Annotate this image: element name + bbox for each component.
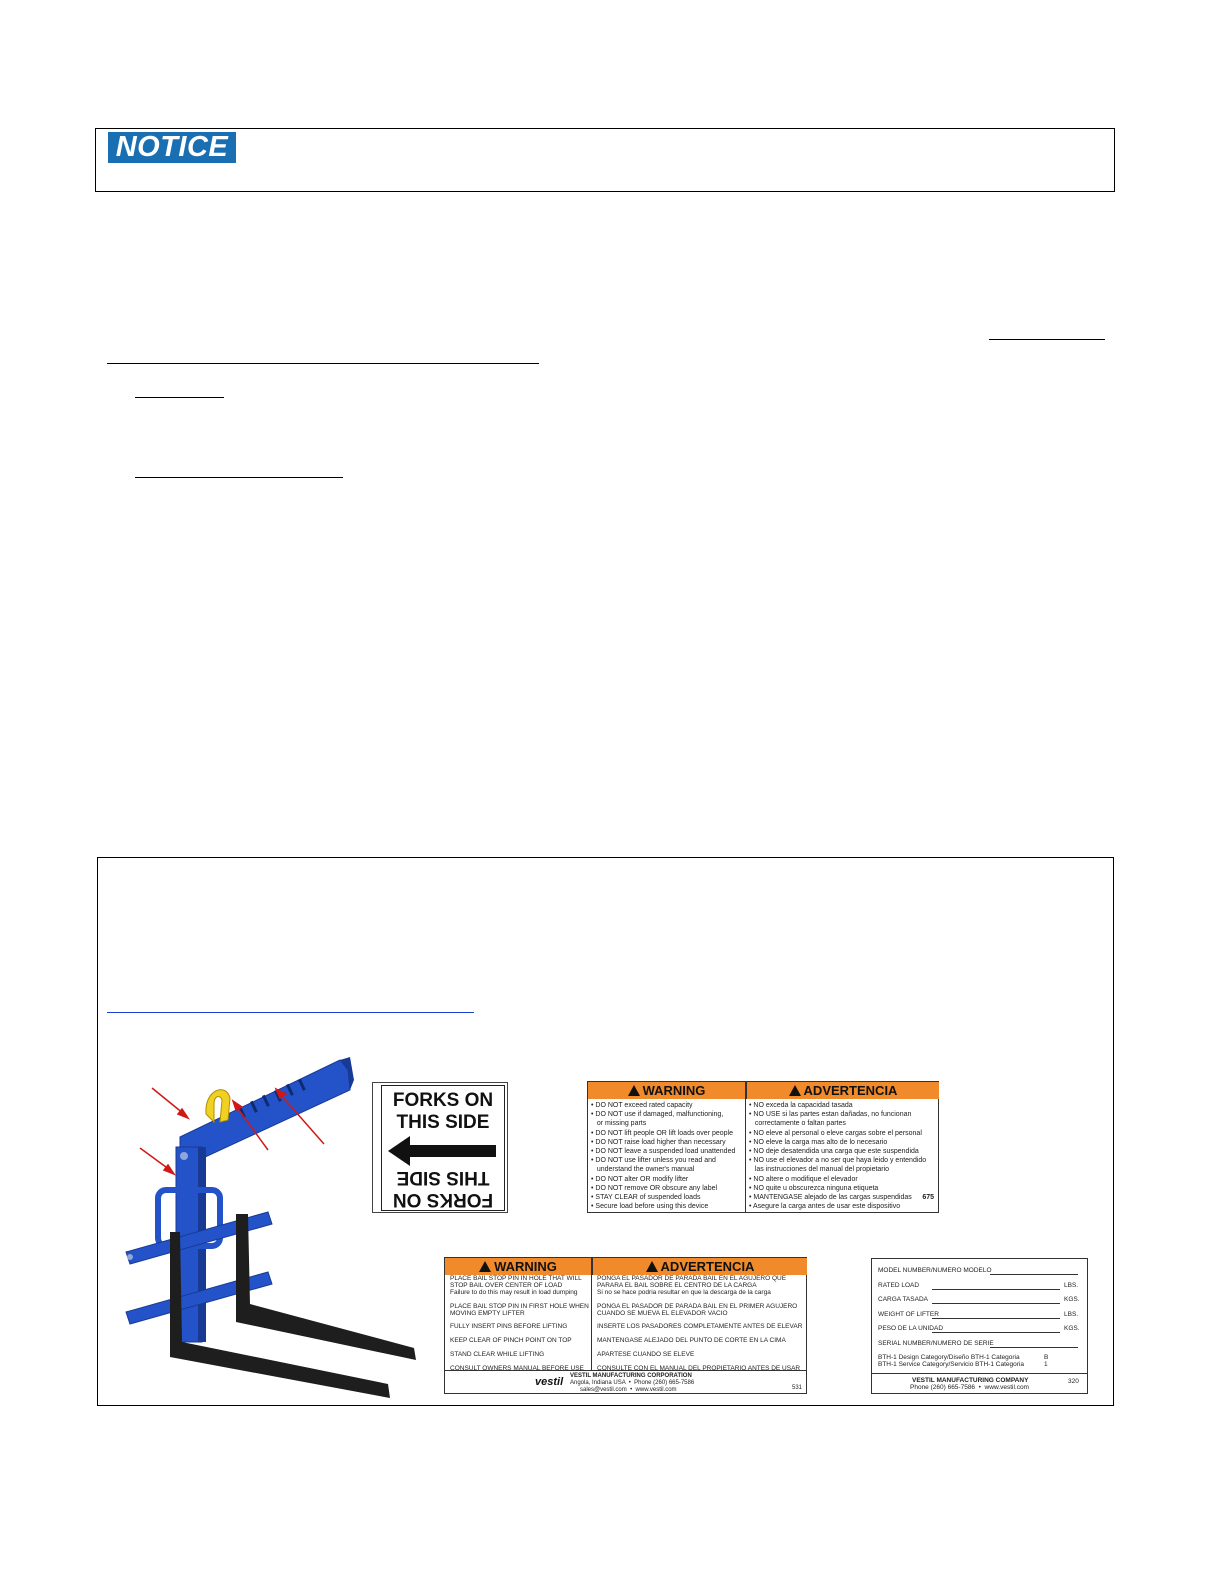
warning-header-en: [445, 1258, 591, 1275]
forks-on-this-side-sign: [372, 1082, 508, 1213]
link-underline[interactable]: [107, 1012, 474, 1013]
forks-sign-top-text: [382, 1090, 504, 1134]
plate-field-blank: [990, 1274, 1078, 1275]
plate-field-blank: [932, 1303, 1060, 1304]
forks-sign-line2: THIS SIDE: [396, 1112, 490, 1133]
warning-triangle-icon: [479, 1261, 491, 1272]
underline-rule: [135, 477, 343, 478]
warning-header-es-text: ADVERTENCIA: [803, 1083, 898, 1098]
plate-field-blank: [932, 1332, 1060, 1333]
warning-header-en-text: WARNING: [494, 1259, 557, 1274]
warning-header-en-text: WARNING: [642, 1083, 706, 1098]
plate-field-label: WEIGHT OF LIFTER: [878, 1310, 939, 1318]
plate-service-line: BTH-1 Service Category/Servicio BTH-1 Categoria: [878, 1361, 1024, 1368]
warning-label-code: 675: [922, 1193, 934, 1201]
warning-triangle-icon: [628, 1085, 640, 1096]
warning2-code: 531: [791, 1385, 802, 1391]
warning2-web: sales@vestil.com • www.vestil.com: [580, 1387, 677, 1393]
forks-sign-line1-inverted: FORKS ON: [392, 1189, 494, 1210]
warning-triangle-icon: [789, 1085, 801, 1096]
arrow-left-icon: [388, 1136, 498, 1166]
vestil-logo: vestil: [535, 1376, 564, 1388]
plate-field-blank: [990, 1347, 1078, 1348]
notice-badge: NOTICE: [108, 132, 236, 163]
warning-header-es: [592, 1258, 807, 1275]
forks-sign-bottom-text: [382, 1166, 504, 1210]
plate-design-line: BTH-1 Design Category/Diseño BTH-1 Categoria: [878, 1354, 1020, 1361]
id-plate-label: [871, 1258, 1088, 1394]
plate-company: VESTIL MANUFACTURING COMPANY: [912, 1377, 1029, 1384]
underline-rule: [989, 339, 1105, 340]
warning-triangle-icon: [646, 1261, 658, 1272]
plate-field-unit: KGS.: [1064, 1325, 1080, 1332]
underline-rule: [135, 397, 224, 398]
plate-field-unit: KGS.: [1064, 1296, 1080, 1303]
plate-field-label: SERIAL NUMBER/NUMERO DE SERIE: [878, 1339, 994, 1347]
warning-label-bail-pin: [444, 1257, 807, 1394]
plate-field-blank: [932, 1318, 1060, 1319]
warning2-address: Angola, Indiana USA • Phone (260) 665-7586: [570, 1380, 695, 1386]
warning2-company: VESTIL MANUFACTURING CORPORATION: [570, 1373, 692, 1379]
warning-list-en: • DO NOT exceed rated capacity • DO NOT use if damaged, malfunctioning, or missing parts • DO NOT lift people OR lift loads over people • DO NOT raise load higher than necessary • DO NOT leave a suspended load unattended • DO NOT use lifter unless you read and understand the owner's manual • DO NOT alter OR modify lifter • DO NOT remove OR obscure any label • STAY CLEAR of suspended loads • Secure load before using this device: [591, 1102, 736, 1211]
plate-field-unit: LBS.: [1064, 1310, 1079, 1318]
warning-list-es: • NO exceda la capacidad tasada • NO USE si las partes estan dañadas, no funcionan correctamente o faltan partes • NO eleve al personal o eleve cargas sobre el personal • NO eleve la carga mas alto de lo necesario • NO deje desatendida una carga que este suspendida • NO use el elevador a no ser que haya leido y entendido las instrucciones del manual del propietario • NO altere o modifique el elevador • NO quite u obscurezca ninguna etiqueta • MANTENGASE alejado de las cargas suspendidas • Asegure la carga antes de usar este dispositivo: [749, 1102, 927, 1211]
plate-field-label: PESO DE LA UNIDAD: [878, 1325, 944, 1332]
yellow-bail: [206, 1090, 230, 1122]
forks-sign-line1: FORKS ON: [392, 1090, 494, 1111]
forks-sign-line2-inverted: THIS SIDE: [396, 1167, 490, 1188]
plate-service-value: 1: [1044, 1361, 1048, 1368]
warning2-list-en: PLACE BAIL STOP PIN IN HOLE THAT WILL STOP BAIL OVER CENTER OF LOAD Failure to do this may result in load dumping PLACE BAIL STOP PIN IN FIRST HOLE WHEN MOVING EMPTY LIFTER FULLY INSERT PINS BEFORE LIFTING KEEP CLEAR OF PINCH POINT ON TOP STAND CLEAR WHILE LIFTING CONSULT OWNERS MANUAL BEFORE USE: [450, 1275, 589, 1372]
plate-field-unit: LBS.: [1064, 1281, 1079, 1289]
warning-header-es: [746, 1082, 939, 1099]
warning-label-capacity: [587, 1081, 939, 1213]
warning-header-en: [588, 1082, 745, 1099]
plate-code: 320: [1068, 1378, 1079, 1385]
plate-field-blank: [932, 1289, 1060, 1290]
plate-field-label: CARGA TASADA: [878, 1296, 928, 1303]
plate-design-value: B: [1044, 1354, 1049, 1361]
underline-rule: [107, 363, 539, 364]
warning2-list-es: PONGA EL PASADOR DE PARADA BAIL EN EL AGUJERO QUE PARARA EL BAIL SOBRE EL CENTRO DE LA CARGA Si no se hace podria resultar en que la descarga de la carga PONGA EL PASADOR DE PARADA BAIL EN EL PRIMER AGUJERO CUANDO SE MUEVA EL ELEVADOR VACIO INSERTE LOS PASADORES COMPLETAMENTE ANTES DE ELEVAR MANTENGASE ALEJADO DEL PUNTO DE CORTE EN LA CIMA APARTESE CUANDO SE ELEVE CONSULTE CON EL MANUAL DEL PROPIETARIO ANTES DE USAR: [597, 1275, 803, 1372]
plate-phone: Phone (260) 665-7586 • www.vestil.com: [910, 1384, 1029, 1391]
plate-field-label: MODEL NUMBER/NUMERO MODELO: [878, 1267, 992, 1274]
notice-box: [95, 128, 1115, 192]
plate-field-label: RATED LOAD: [878, 1281, 920, 1289]
warning-header-es-text: ADVERTENCIA: [660, 1259, 755, 1274]
